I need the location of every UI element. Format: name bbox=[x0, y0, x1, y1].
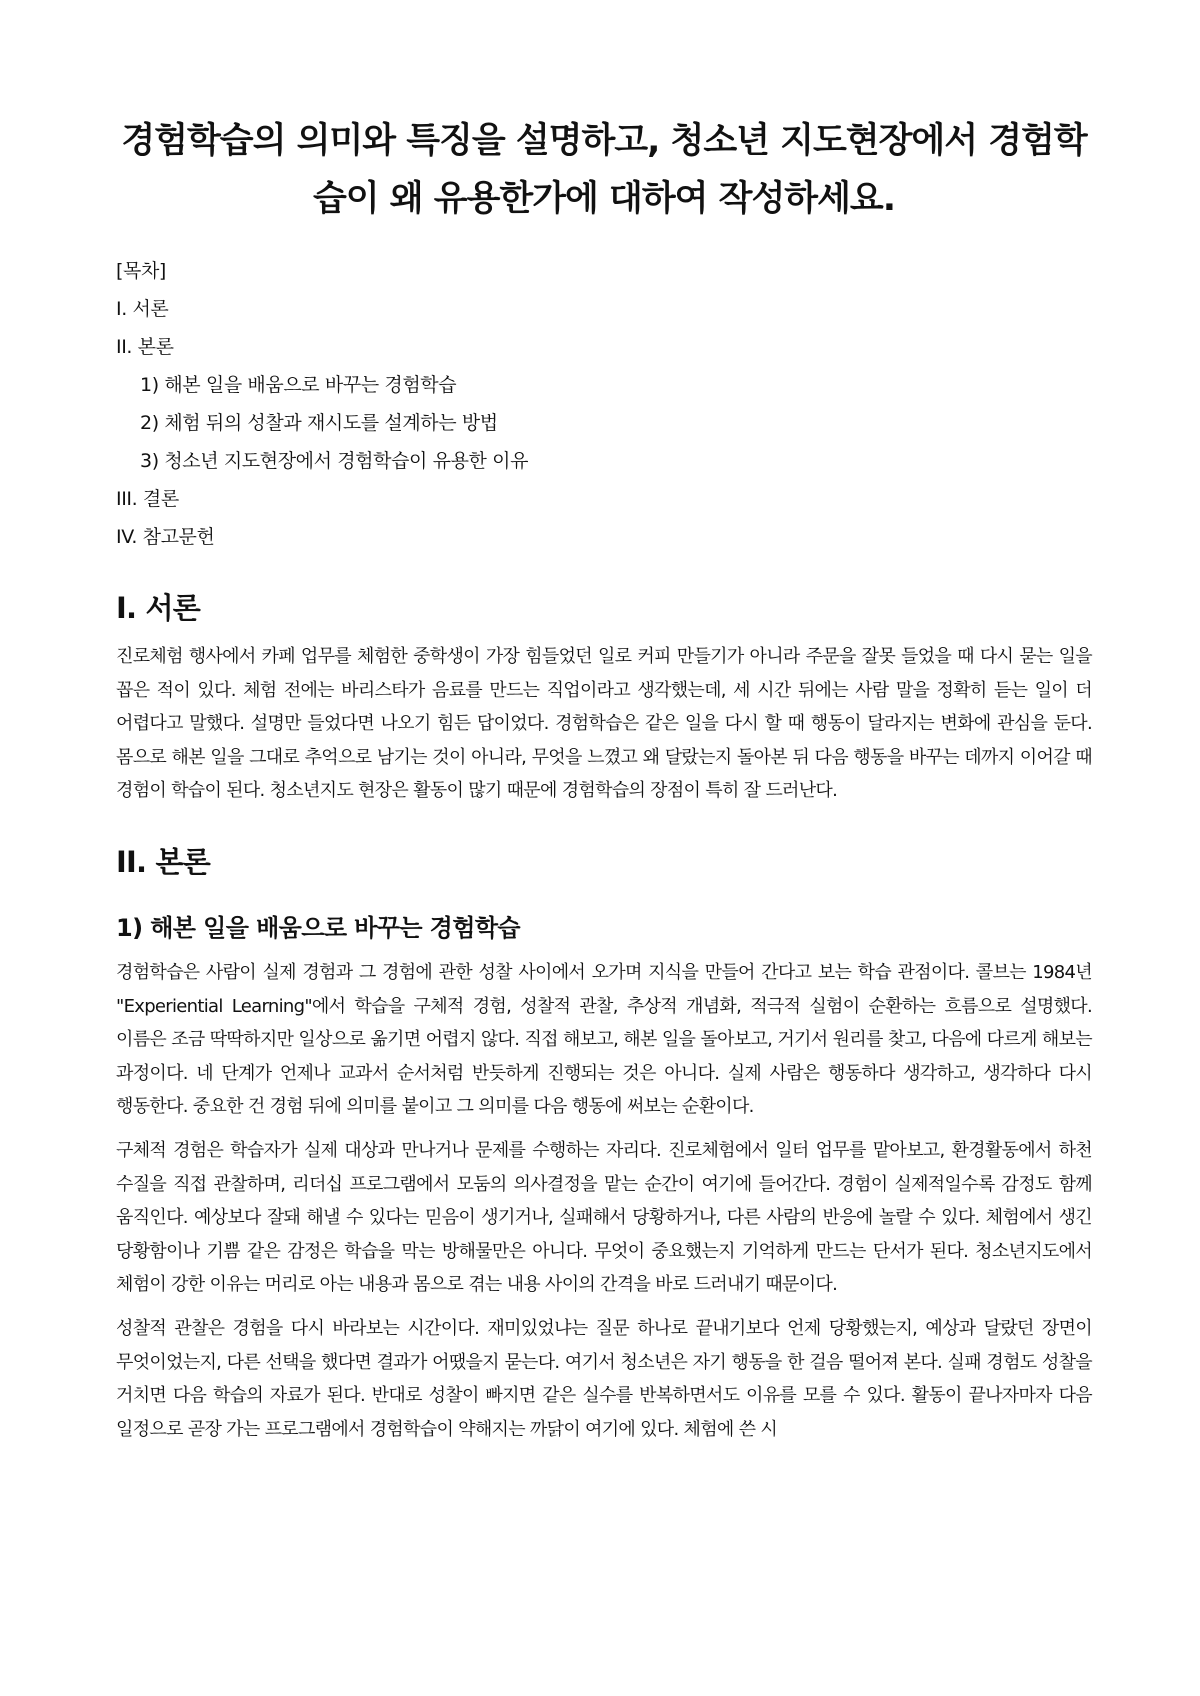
body-heading: II. 본론 bbox=[116, 844, 210, 879]
body-section bbox=[116, 840, 1092, 1446]
document-title: 경험학습의 의미와 특징을 설명하고, 청소년 지도현장에서 경험학습이 왜 유용한가에 대하여 작성하세요. bbox=[121, 121, 1087, 219]
subsection-1-paragraph: 경험학습은 사람이 실제 경험과 그 경험에 관한 성찰 사이에서 오가며 지식을 만들어 간다고 보는 학습 관점이다. 콜브는 1984년 "Experiential Learning"에서 학습을 구체적 경험, 성찰적 관찰, 추상적 개념화, 적극적 실험이 순환하는 흐름으로 설명했다. 이름은 조금 딱딱하지만 일상으로 옮기면 어렵지 않다. 직접 해보고, 해본 일을 돌아보고, 거기서 원리를 찾고, 다음에 다르게 해보는 과정이다. 네 단계가 언제나 교과서 순서처럼 반듯하게 진행되는 것은 아니다. 실제 사람은 행동하다 생각하고, 생각하다 다시 행동한다. 중요한 건 경험 뒤에 의미를 붙이고 그 의미를 다음 행동에 써보는 순환이다. bbox=[116, 961, 1092, 1118]
toc-item-references: IV. 참고문헌 bbox=[116, 526, 215, 548]
toc-item-body-2: 2) 체험 뒤의 성찰과 재시도를 설계하는 방법 bbox=[140, 412, 498, 434]
toc-item-conclusion: III. 결론 bbox=[116, 488, 179, 510]
toc-item-body-1: 1) 해본 일을 배움으로 바꾸는 경험학습 bbox=[140, 374, 457, 396]
toc-item-body-3: 3) 청소년 지도현장에서 경험학습이 유용한 이유 bbox=[140, 450, 529, 472]
toc-item-intro: I. 서론 bbox=[116, 298, 169, 320]
subsection-1-heading: 1) 해본 일을 배움으로 바꾸는 경험학습 bbox=[116, 913, 521, 942]
intro-heading: I. 서론 bbox=[116, 591, 200, 625]
subsection-1-paragraph: 구체적 경험은 학습자가 실제 대상과 만나거나 문제를 수행하는 자리다. 진로체험에서 일터 업무를 맡아보고, 환경활동에서 하천 수질을 직접 관찰하며, 리더십 프로그램에서 모둠의 의사결정을 맡는 순간이 여기에 들어간다. 경험이 실제적일수록 감정도 함께 움직인다. 예상보다 잘돼 해낼 수 있다는 믿음이 생기거나, 실패해서 당황하거나, 다른 사람의 반응에 놀랄 수 있다. 체험에서 생긴 당황함이나 기쁨 같은 감정은 학습을 막는 방해물만은 아니다. 무엇이 중요했는지 기억하게 만드는 단서가 된다. 청소년지도에서 체험이 강한 이유는 머리로 아는 내용과 몸으로 겪는 내용 사이의 간격을 바로 드러내기 때문이다. bbox=[116, 1139, 1092, 1296]
intro-paragraph: 진로체험 행사에서 카페 업무를 체험한 중학생이 가장 힘들었던 일로 커피 만들기가 아니라 주문을 잘못 들었을 때 다시 묻는 일을 꼽은 적이 있다. 체험 전에는 바리스타가 음료를 만드는 직업이라고 생각했는데, 세 시간 뒤에는 사람 말을 정확히 듣는 일이 더 어렵다고 말했다. 설명만 들었다면 나오기 힘든 답이었다. 경험학습은 같은 일을 다시 할 때 행동이 달라지는 변화에 관심을 둔다. 몸으로 해본 일을 그대로 추억으로 남기는 것이 아니라, 무엇을 느꼈고 왜 달랐는지 돌아본 뒤 다음 행동을 바꾸는 데까지 이어갈 때 경험이 학습이 된다. 청소년지도 현장은 활동이 많기 때문에 경험학습의 장점이 특히 잘 드러난다. bbox=[116, 646, 1092, 802]
intro-section bbox=[116, 586, 1092, 808]
toc-heading: [목차] bbox=[116, 260, 166, 282]
toc-item-body: II. 본론 bbox=[116, 336, 174, 358]
subsection-1-paragraph: 성찰적 관찰은 경험을 다시 바라보는 시간이다. 재미있었냐는 질문 하나로 끝내기보다 언제 당황했는지, 예상과 달랐던 장면이 무엇이었는지, 다른 선택을 했다면 결과가 어땠을지 묻는다. 여기서 청소년은 자기 행동을 한 걸음 떨어져 본다. 실패 경험도 성찰을 거치면 다음 학습의 자료가 된다. 반대로 성찰이 빠지면 같은 실수를 반복하면서도 이유를 모를 수 있다. 활동이 끝나자마자 다음 일정으로 곧장 가는 프로그램에서 경험학습이 약해지는 까닭이 여기에 있다. 체험에 쓴 시 bbox=[116, 1317, 1092, 1440]
table-of-contents bbox=[116, 252, 1092, 556]
